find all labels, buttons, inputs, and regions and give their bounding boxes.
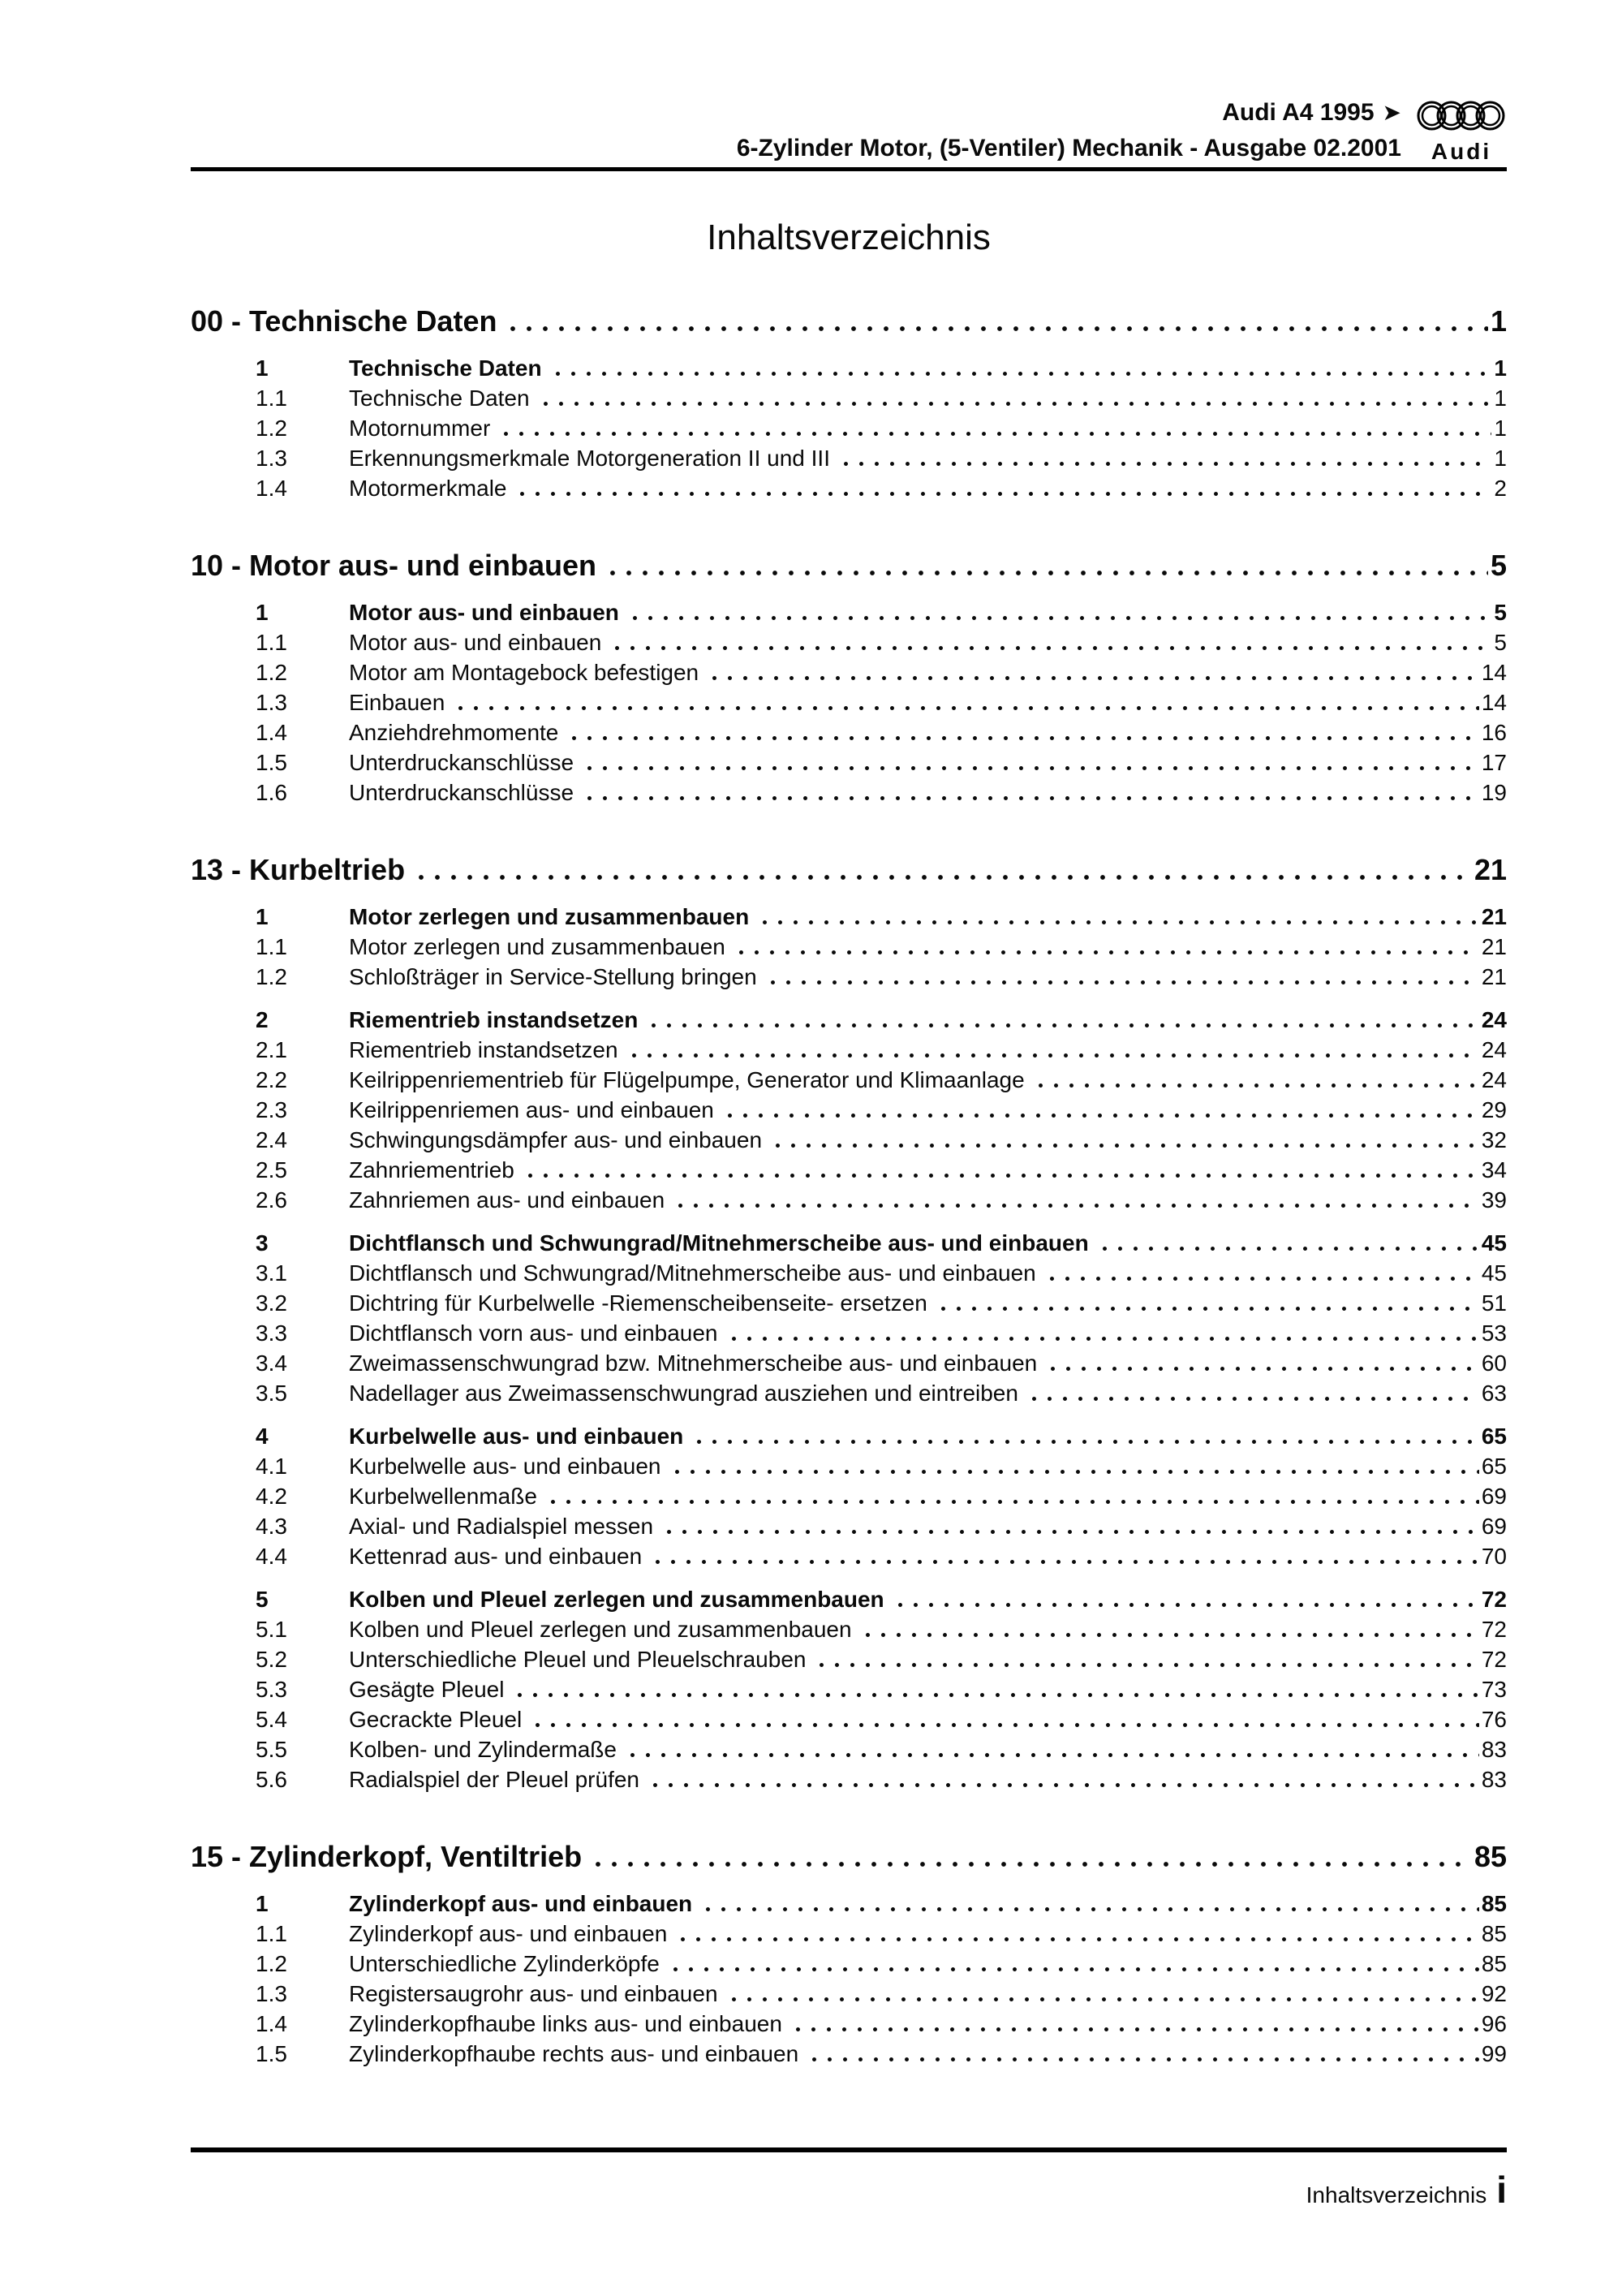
entry-title: Erkennungsmerkmale Motorgeneration II und III: [349, 446, 830, 471]
toc-entry: [191, 1614, 1507, 1644]
toc-entry: [191, 1584, 1507, 1614]
entry-number: 3.4: [256, 1350, 287, 1376]
toc-entry: [191, 1288, 1507, 1318]
entry-page: 72: [1481, 1587, 1507, 1612]
dot-leader: [764, 979, 1479, 984]
entry-page: 1: [1494, 386, 1507, 411]
entry-title: Unterdruckanschlüsse: [349, 780, 574, 805]
toc-entry: [191, 1644, 1507, 1674]
entry-title: Unterschiedliche Pleuel und Pleuelschrauben: [349, 1647, 807, 1672]
dot-leader: [529, 1721, 1479, 1727]
entry-title: Motor aus- und einbauen: [349, 630, 602, 655]
entry-number: 1.2: [256, 660, 287, 685]
entry-page: 5: [1494, 630, 1507, 655]
toc-entry: [191, 473, 1507, 503]
right-arrow-icon: ➤: [1382, 100, 1401, 125]
entry-number: 1.2: [256, 964, 287, 989]
entry-title: Riementrieb instandsetzen: [349, 1007, 639, 1032]
entry-title: Zylinderkopfhaube rechts aus- und einbauen: [349, 2041, 799, 2066]
entry-title: Motormerkmale: [349, 476, 507, 501]
dot-leader: [706, 674, 1479, 680]
entry-title: Dichtflansch und Schwungrad/Mitnehmerscheibe aus- und einbauen: [349, 1260, 1036, 1286]
dot-leader: [581, 765, 1479, 770]
entry-title: Anziehdrehmomente: [349, 720, 559, 745]
toc-entry: [191, 1318, 1507, 1348]
toc-entry: [191, 443, 1507, 473]
entry-title: Dichtflansch und Schwungrad/Mitnehmerscheibe aus- und einbauen: [349, 1230, 1089, 1256]
toc-entry: [191, 1734, 1507, 1764]
toc-entry: [191, 1125, 1507, 1155]
toc-entry: [191, 2039, 1507, 2069]
entry-number: 2.3: [256, 1097, 287, 1122]
chapter-label: 13 - Kurbeltrieb: [191, 853, 406, 886]
entry-title: Schwingungsdämpfer aus- und einbauen: [349, 1127, 763, 1152]
entry-number: 1: [256, 1891, 269, 1916]
toc-entry: [191, 717, 1507, 747]
entry-page: 14: [1481, 660, 1507, 685]
entry-page: 69: [1481, 1484, 1507, 1509]
entry-title: Keilrippenriementrieb für Flügelpumpe, Generator und Klimaanlage: [349, 1067, 1025, 1092]
entry-number: 1.1: [256, 386, 287, 411]
dot-leader: [892, 1601, 1479, 1607]
entry-number: 5.4: [256, 1707, 287, 1732]
dot-leader: [806, 2056, 1479, 2061]
toc-entry: [191, 687, 1507, 717]
entry-number: 4.1: [256, 1454, 287, 1479]
entry-number: 3.1: [256, 1260, 287, 1286]
chapter-row: [191, 851, 1507, 889]
chapter-row: [191, 1838, 1507, 1876]
dot-leader: [504, 325, 1488, 331]
dot-leader: [609, 644, 1491, 650]
chapter-label: 00 - Technische Daten: [191, 304, 497, 338]
toc-entry: [191, 1258, 1507, 1288]
entry-title: Zylinderkopfhaube links aus- und einbauen: [349, 2011, 782, 2036]
entry-number: 1.3: [256, 446, 287, 471]
chapter-row: [191, 547, 1507, 584]
entry-title: Kurbelwelle aus- und einbauen: [349, 1454, 661, 1479]
dot-leader: [733, 949, 1479, 954]
chapter-row: [191, 303, 1507, 340]
chapter-page: 1: [1490, 304, 1507, 338]
entry-page: 99: [1481, 2041, 1507, 2066]
dot-leader: [522, 1172, 1479, 1178]
dot-leader: [624, 1751, 1479, 1757]
entry-title: Radialspiel der Pleuel prüfen: [349, 1767, 639, 1792]
toc-entry: [191, 1704, 1507, 1734]
entry-title: Kurbelwellenmaße: [349, 1484, 537, 1509]
entry-number: 5.1: [256, 1617, 287, 1642]
toc-entry: [191, 1481, 1507, 1511]
entry-number: 1.6: [256, 780, 287, 805]
chapter-label: 10 - Motor aus- und einbauen: [191, 549, 597, 582]
dot-leader: [1096, 1245, 1479, 1251]
entry-number: 5.3: [256, 1677, 287, 1702]
entry-title: Einbauen: [349, 690, 445, 715]
entry-page: 83: [1481, 1767, 1507, 1792]
dot-leader: [672, 1202, 1479, 1208]
toc-entry: [191, 1541, 1507, 1571]
toc-entry: [191, 1451, 1507, 1481]
toc-entry: [191, 1378, 1507, 1408]
dot-leader: [837, 460, 1491, 466]
entry-page: 72: [1481, 1617, 1507, 1642]
dot-leader: [756, 919, 1479, 924]
page-footer: [191, 2147, 1507, 2215]
entry-page: 1: [1494, 355, 1507, 381]
dot-leader: [511, 1691, 1478, 1697]
entry-number: 2.2: [256, 1067, 287, 1092]
entry-number: 1.3: [256, 690, 287, 715]
entry-page: 24: [1481, 1007, 1507, 1032]
entry-page: 16: [1481, 720, 1507, 745]
toc-entry: [191, 778, 1507, 808]
entry-number: 1.4: [256, 720, 287, 745]
toc-entry: [191, 2009, 1507, 2039]
entry-page: 69: [1481, 1514, 1507, 1539]
header-model-line: [737, 98, 1401, 127]
toc-entry: [191, 1035, 1507, 1065]
dot-leader: [604, 569, 1488, 575]
entry-title: Nadellager aus Zweimassenschwungrad ausziehen und eintreiben: [349, 1381, 1018, 1406]
page-header: [191, 0, 1507, 171]
entry-title: Zylinderkopf aus- und einbauen: [349, 1891, 693, 1916]
toc-entry: [191, 1348, 1507, 1378]
entry-title: Unterschiedliche Zylinderköpfe: [349, 1951, 660, 1976]
dot-leader: [581, 795, 1479, 800]
toc-entry: [191, 383, 1507, 413]
entry-page: 72: [1481, 1647, 1507, 1672]
dot-leader: [537, 400, 1492, 406]
entry-page: 45: [1481, 1260, 1507, 1286]
entry-number: 5.6: [256, 1767, 287, 1792]
entry-title: Zylinderkopf aus- und einbauen: [349, 1921, 668, 1946]
entry-page: 83: [1481, 1737, 1507, 1762]
entry-page: 2: [1494, 476, 1507, 501]
entry-page: 1: [1494, 416, 1507, 441]
header-inner: [191, 93, 1507, 163]
toc-entry: [191, 902, 1507, 932]
entry-number: 1.2: [256, 1951, 287, 1976]
dot-leader: [674, 1936, 1479, 1941]
entry-number: 4.2: [256, 1484, 287, 1509]
entry-page: 45: [1481, 1230, 1507, 1256]
dot-leader: [725, 1335, 1479, 1341]
dot-leader: [1032, 1082, 1479, 1088]
entry-number: 1.3: [256, 1981, 287, 2006]
toc: [191, 303, 1507, 2069]
entry-number: 2.1: [256, 1037, 287, 1062]
dot-leader: [626, 614, 1492, 620]
chapter-page: 21: [1474, 853, 1507, 886]
entry-number: 2.5: [256, 1157, 287, 1182]
toc-entry: [191, 1674, 1507, 1704]
dot-leader: [589, 1860, 1472, 1867]
dot-leader: [721, 1112, 1479, 1118]
dot-leader: [725, 1996, 1479, 2001]
entry-page: 39: [1481, 1187, 1507, 1213]
toc-entry: [191, 1185, 1507, 1215]
dot-leader: [452, 704, 1479, 710]
page-content: [191, 0, 1507, 2069]
dot-leader: [769, 1142, 1479, 1148]
dot-leader: [699, 1906, 1479, 1911]
entry-number: 1.5: [256, 750, 287, 775]
dot-leader: [647, 1781, 1479, 1787]
entry-page: 65: [1481, 1454, 1507, 1479]
toc-entry: [191, 1764, 1507, 1794]
toc-entry: [191, 1228, 1507, 1258]
entry-title: Kolben und Pleuel zerlegen und zusammenbauen: [349, 1617, 852, 1642]
entry-number: 3.2: [256, 1290, 287, 1316]
toc-entry: [191, 1979, 1507, 2009]
page-title: Inhaltsverzeichnis: [707, 218, 991, 257]
toc-entry: [191, 353, 1507, 383]
entry-title: Zweimassenschwungrad bzw. Mitnehmerscheibe aus- und einbauen: [349, 1350, 1038, 1376]
entry-number: 4.4: [256, 1544, 287, 1569]
entry-title: Riementrieb instandsetzen: [349, 1037, 618, 1062]
dot-leader: [691, 1438, 1479, 1444]
entry-number: 1.5: [256, 2041, 287, 2066]
toc-entry: [191, 1889, 1507, 1919]
toc-entry: [191, 1155, 1507, 1185]
entry-page: 76: [1481, 1707, 1507, 1732]
entry-number: 4.3: [256, 1514, 287, 1539]
dot-leader: [667, 1966, 1479, 1971]
toc-entry: [191, 962, 1507, 992]
entry-title: Motor zerlegen und zusammenbauen: [349, 934, 725, 959]
toc-entry: [191, 657, 1507, 687]
entry-page: 24: [1481, 1037, 1507, 1062]
entry-page: 92: [1481, 1981, 1507, 2006]
entry-number: 1.2: [256, 416, 287, 441]
footer-page-number: i: [1496, 2169, 1507, 2211]
entry-page: 85: [1481, 1891, 1507, 1916]
header-subtitle: 6-Zylinder Motor, (5-Ventiler) Mechanik - Ausgabe 02.2001: [736, 135, 1401, 162]
entry-page: 51: [1481, 1290, 1507, 1316]
chapter-page: 85: [1474, 1840, 1507, 1873]
entry-page: 29: [1481, 1097, 1507, 1122]
entry-number: 2.6: [256, 1187, 287, 1213]
header-text: [737, 98, 1401, 163]
entry-number: 1.4: [256, 476, 287, 501]
dot-leader: [669, 1468, 1479, 1474]
entry-page: 32: [1481, 1127, 1507, 1152]
entry-title: Motornummer: [349, 416, 491, 441]
chapter-page: 5: [1490, 549, 1507, 582]
entry-page: 63: [1481, 1381, 1507, 1406]
entry-number: 1: [256, 355, 269, 381]
entry-number: 1.1: [256, 630, 287, 655]
dot-leader: [566, 734, 1478, 740]
dot-leader: [645, 1022, 1479, 1027]
audi-rings-icon: [1416, 93, 1507, 139]
entry-page: 53: [1481, 1320, 1507, 1346]
dot-leader: [549, 370, 1492, 376]
entry-page: 24: [1481, 1067, 1507, 1092]
entry-number: 2.4: [256, 1127, 287, 1152]
chapter-label: 15 - Zylinderkopf, Ventiltrieb: [191, 1840, 583, 1873]
entry-page: 65: [1481, 1424, 1507, 1449]
dot-leader: [649, 1558, 1479, 1564]
entry-title: Motor aus- und einbauen: [349, 600, 619, 625]
dot-leader: [626, 1052, 1479, 1058]
header-model-label: Audi A4 1995: [1222, 99, 1375, 126]
entry-number: 5.5: [256, 1737, 287, 1762]
entry-title: Technische Daten: [349, 386, 530, 411]
dot-leader: [497, 430, 1491, 436]
entry-title: Schloßträger in Service-Stellung bringen: [349, 964, 757, 989]
entry-page: 21: [1481, 964, 1507, 989]
entry-number: 3.5: [256, 1381, 287, 1406]
toc-entry: [191, 932, 1507, 962]
toc-entry: [191, 1095, 1507, 1125]
entry-page: 5: [1494, 600, 1507, 625]
entry-page: 70: [1481, 1544, 1507, 1569]
dot-leader: [1043, 1275, 1479, 1281]
entry-number: 2: [256, 1007, 269, 1032]
footer-text: [191, 2170, 1507, 2215]
entry-title: Registersaugrohr aus- und einbauen: [349, 1981, 718, 2006]
dot-leader: [1026, 1395, 1479, 1401]
toc-entry: [191, 597, 1507, 627]
header-divider: [191, 167, 1507, 171]
dot-leader: [412, 873, 1472, 880]
entry-number: 3: [256, 1230, 269, 1256]
dot-leader: [544, 1498, 1479, 1504]
entry-page: 21: [1481, 904, 1507, 929]
toc-entry: [191, 1511, 1507, 1541]
entry-number: 5: [256, 1587, 269, 1612]
dot-leader: [813, 1661, 1478, 1667]
dot-leader: [859, 1631, 1479, 1637]
entry-page: 96: [1481, 2011, 1507, 2036]
dot-leader: [1044, 1365, 1479, 1371]
entry-page: 1: [1494, 446, 1507, 471]
entry-title: Gecrackte Pleuel: [349, 1707, 523, 1732]
entry-title: Keilrippenriemen aus- und einbauen: [349, 1097, 714, 1122]
entry-title: Gesägte Pleuel: [349, 1677, 505, 1702]
entry-number: 1: [256, 600, 269, 625]
entry-title: Kolben und Pleuel zerlegen und zusammenbauen: [349, 1587, 884, 1612]
entry-number: 1.1: [256, 1921, 287, 1946]
audi-wordmark: Audi: [1431, 139, 1492, 164]
toc-entry: [191, 1065, 1507, 1095]
entry-number: 3.3: [256, 1320, 287, 1346]
entry-title: Zahnriemen aus- und einbauen: [349, 1187, 665, 1213]
entry-number: 1: [256, 904, 269, 929]
toc-entry: [191, 1005, 1507, 1035]
entry-page: 73: [1481, 1677, 1507, 1702]
entry-title: Motor zerlegen und zusammenbauen: [349, 904, 750, 929]
entry-title: Motor am Montagebock befestigen: [349, 660, 699, 685]
entry-page: 21: [1481, 934, 1507, 959]
toc-entry: [191, 413, 1507, 443]
toc-entry: [191, 627, 1507, 657]
entry-title: Kettenrad aus- und einbauen: [349, 1544, 643, 1569]
dot-leader: [789, 2026, 1479, 2031]
entry-number: 4: [256, 1424, 269, 1449]
entry-page: 19: [1481, 780, 1507, 805]
toc-entry: [191, 1421, 1507, 1451]
dot-leader: [935, 1305, 1479, 1311]
entry-page: 85: [1481, 1951, 1507, 1976]
entry-title: Axial- und Radialspiel messen: [349, 1514, 654, 1539]
dot-leader: [660, 1528, 1479, 1534]
toc-entry: [191, 747, 1507, 778]
entry-title: Dichtring für Kurbelwelle -Riemenscheibenseite- ersetzen: [349, 1290, 927, 1316]
entry-title: Technische Daten: [349, 355, 542, 381]
entry-title: Dichtflansch vorn aus- und einbauen: [349, 1320, 718, 1346]
entry-title: Unterdruckanschlüsse: [349, 750, 574, 775]
entry-title: Kolben- und Zylindermaße: [349, 1737, 617, 1762]
entry-page: 60: [1481, 1350, 1507, 1376]
toc-entry: [191, 1919, 1507, 1949]
entry-page: 14: [1481, 690, 1507, 715]
entry-page: 17: [1481, 750, 1507, 775]
entry-number: 5.2: [256, 1647, 287, 1672]
entry-page: 85: [1481, 1921, 1507, 1946]
toc-entry: [191, 1949, 1507, 1979]
entry-title: Zahnriementrieb: [349, 1157, 514, 1182]
footer-label: Inhaltsverzeichnis: [1306, 2182, 1487, 2208]
audi-logo: [1416, 93, 1507, 163]
entry-number: 1.4: [256, 2011, 287, 2036]
entry-page: 34: [1481, 1157, 1507, 1182]
dot-leader: [514, 490, 1491, 496]
entry-number: 1.1: [256, 934, 287, 959]
entry-title: Kurbelwelle aus- und einbauen: [349, 1424, 684, 1449]
